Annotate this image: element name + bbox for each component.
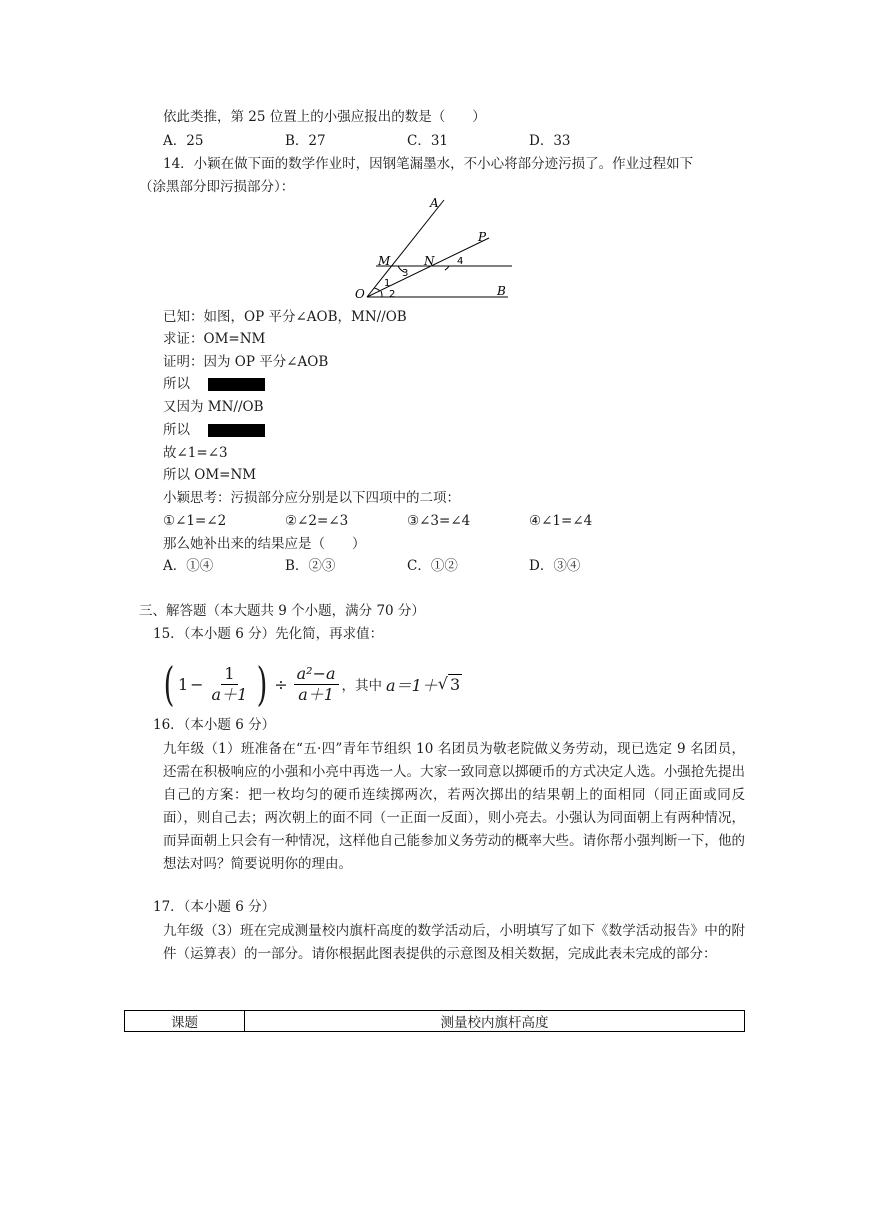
proof-also: 又因为 MN//OB <box>163 399 264 415</box>
q14-option-b: B．②③ <box>285 558 336 574</box>
label-b: B <box>497 284 506 298</box>
q14-line2: （涂黑部分即污损部分）： <box>139 179 295 195</box>
arc-angle-1 <box>374 288 380 291</box>
right-paren: ) <box>256 657 268 711</box>
q14-item-2: ②∠2=∠3 <box>285 513 349 529</box>
q14-item-1: ①∠1=∠2 <box>163 513 227 529</box>
label-angle-3: 3 <box>402 268 409 279</box>
q13-option-b: B．27 <box>285 133 326 149</box>
q16-body <box>141 738 745 876</box>
formula-one: 1 <box>177 674 189 694</box>
table-topic-value: 测量校内旗杆高度 <box>245 1011 745 1032</box>
table-row <box>125 1011 745 1032</box>
q13-stem: 依此类推，第 25 位置上的小强应报出的数是（ ） <box>163 109 486 125</box>
fraction-2-denominator: a＋1 <box>298 684 334 704</box>
proof-given: 已知：如图，OP 平分∠AOB，MN//OB <box>163 309 407 325</box>
label-angle-4: 4 <box>457 256 464 267</box>
label-n: N <box>424 254 435 268</box>
q15-head: 15．（本小题 6 分）先化简，再求值： <box>153 626 384 642</box>
q13-option-a: A．25 <box>163 133 204 149</box>
table-header-topic: 课题 <box>125 1011 245 1032</box>
label-angle-1: 1 <box>384 278 391 289</box>
label-a: A <box>430 196 439 210</box>
fraction-1-denominator: a＋1 <box>211 684 248 704</box>
q14-think: 小颖思考：污损部分应分别是以下四项中的二项： <box>163 490 460 506</box>
arc-angle-2 <box>381 291 382 297</box>
q13-option-c: C．31 <box>407 133 449 149</box>
left-paren: ( <box>163 657 175 711</box>
q17-body <box>141 920 745 966</box>
radical-sign: √ <box>437 674 448 693</box>
proof-hence: 故∠1=∠3 <box>163 445 228 461</box>
q13-option-d: D．33 <box>529 133 571 149</box>
label-m: M <box>378 254 391 268</box>
q14-line1: 14．小颖在做下面的数学作业时，因钢笔漏墨水，不小心将部分迹污损了。作业过程如下 <box>163 156 694 172</box>
q14-option-d: D．③④ <box>529 558 581 574</box>
q16-body-text: 九年级（1）班准备在“五·四”青年节组织 10 名团员为敬老院做义务劳动，现已选定 9 名团员，还需在积极响应的小强和小亮中再选一人。大家一致同意以掷硬币的方式决定人选。小强抢先提出自己的方案：把一枚均匀的硬币连续掷两次，若两次掷出的结果朝上的面相同（同正面或同反面），则自己去；两次朝上的面不同（一正面一反面），则小亮去。小强认为同面朝上有两种情况，而异面朝上只会有一种情况，这样他自己能参加义务劳动的概率大些。请你帮小强判断一下，他的想法对吗？简要说明你的理由。 <box>163 741 745 872</box>
radicand: 3 <box>449 675 461 694</box>
q16-head: 16．（本小题 6 分） <box>153 717 276 733</box>
q17-body-text: 九年级（3）班在完成测量校内旗杆高度的数学活动后，小明填写了如下《数学活动报告》中的附件（运算表）的一部分。请你根据此图表提供的示意图及相关数据，完成此表未完成的部分： <box>163 923 745 962</box>
ink-blot-1 <box>208 378 265 391</box>
proof-so-1: 所以 <box>163 376 190 392</box>
fraction-2-numerator: a²−a <box>294 664 339 685</box>
section-3-title: 三、解答题（本大题共 9 个小题，满分 70 分） <box>139 603 425 619</box>
sqrt-3 <box>438 674 462 694</box>
formula-divide: ÷ <box>274 674 288 694</box>
fraction-1 <box>209 664 251 705</box>
proof-start: 证明：因为 OP 平分∠AOB <box>163 354 329 370</box>
q17-head: 17．（本小题 6 分） <box>153 899 276 915</box>
arc-angle-4 <box>445 266 449 270</box>
formula-condition-expr: a＝1＋ <box>386 675 438 695</box>
proof-prove: 求证：OM=NM <box>163 331 266 347</box>
q14-option-a: A．①④ <box>163 558 214 574</box>
label-o: O <box>355 287 365 301</box>
ray-oa <box>367 200 444 297</box>
q15-formula <box>160 657 462 711</box>
q14-item-3: ③∠3=∠4 <box>407 513 471 529</box>
fraction-2 <box>294 664 339 705</box>
ink-blot-2 <box>208 424 265 437</box>
proof-conclusion: 所以 OM=NM <box>163 467 257 483</box>
formula-condition-text: ，其中 <box>341 678 383 694</box>
proof-so-2: 所以 <box>163 422 190 438</box>
q14-option-c: C．①② <box>407 558 458 574</box>
q14-item-4: ④∠1=∠4 <box>529 513 593 529</box>
activity-report-table <box>124 1010 745 1032</box>
label-angle-2: 2 <box>389 289 396 300</box>
formula-minus: − <box>190 674 204 694</box>
label-p: P <box>478 230 487 244</box>
q14-question: 那么她补出来的结果应是（ ） <box>163 536 366 552</box>
fraction-1-numerator: 1 <box>221 664 237 685</box>
angle-bisector-figure <box>0 0 869 310</box>
